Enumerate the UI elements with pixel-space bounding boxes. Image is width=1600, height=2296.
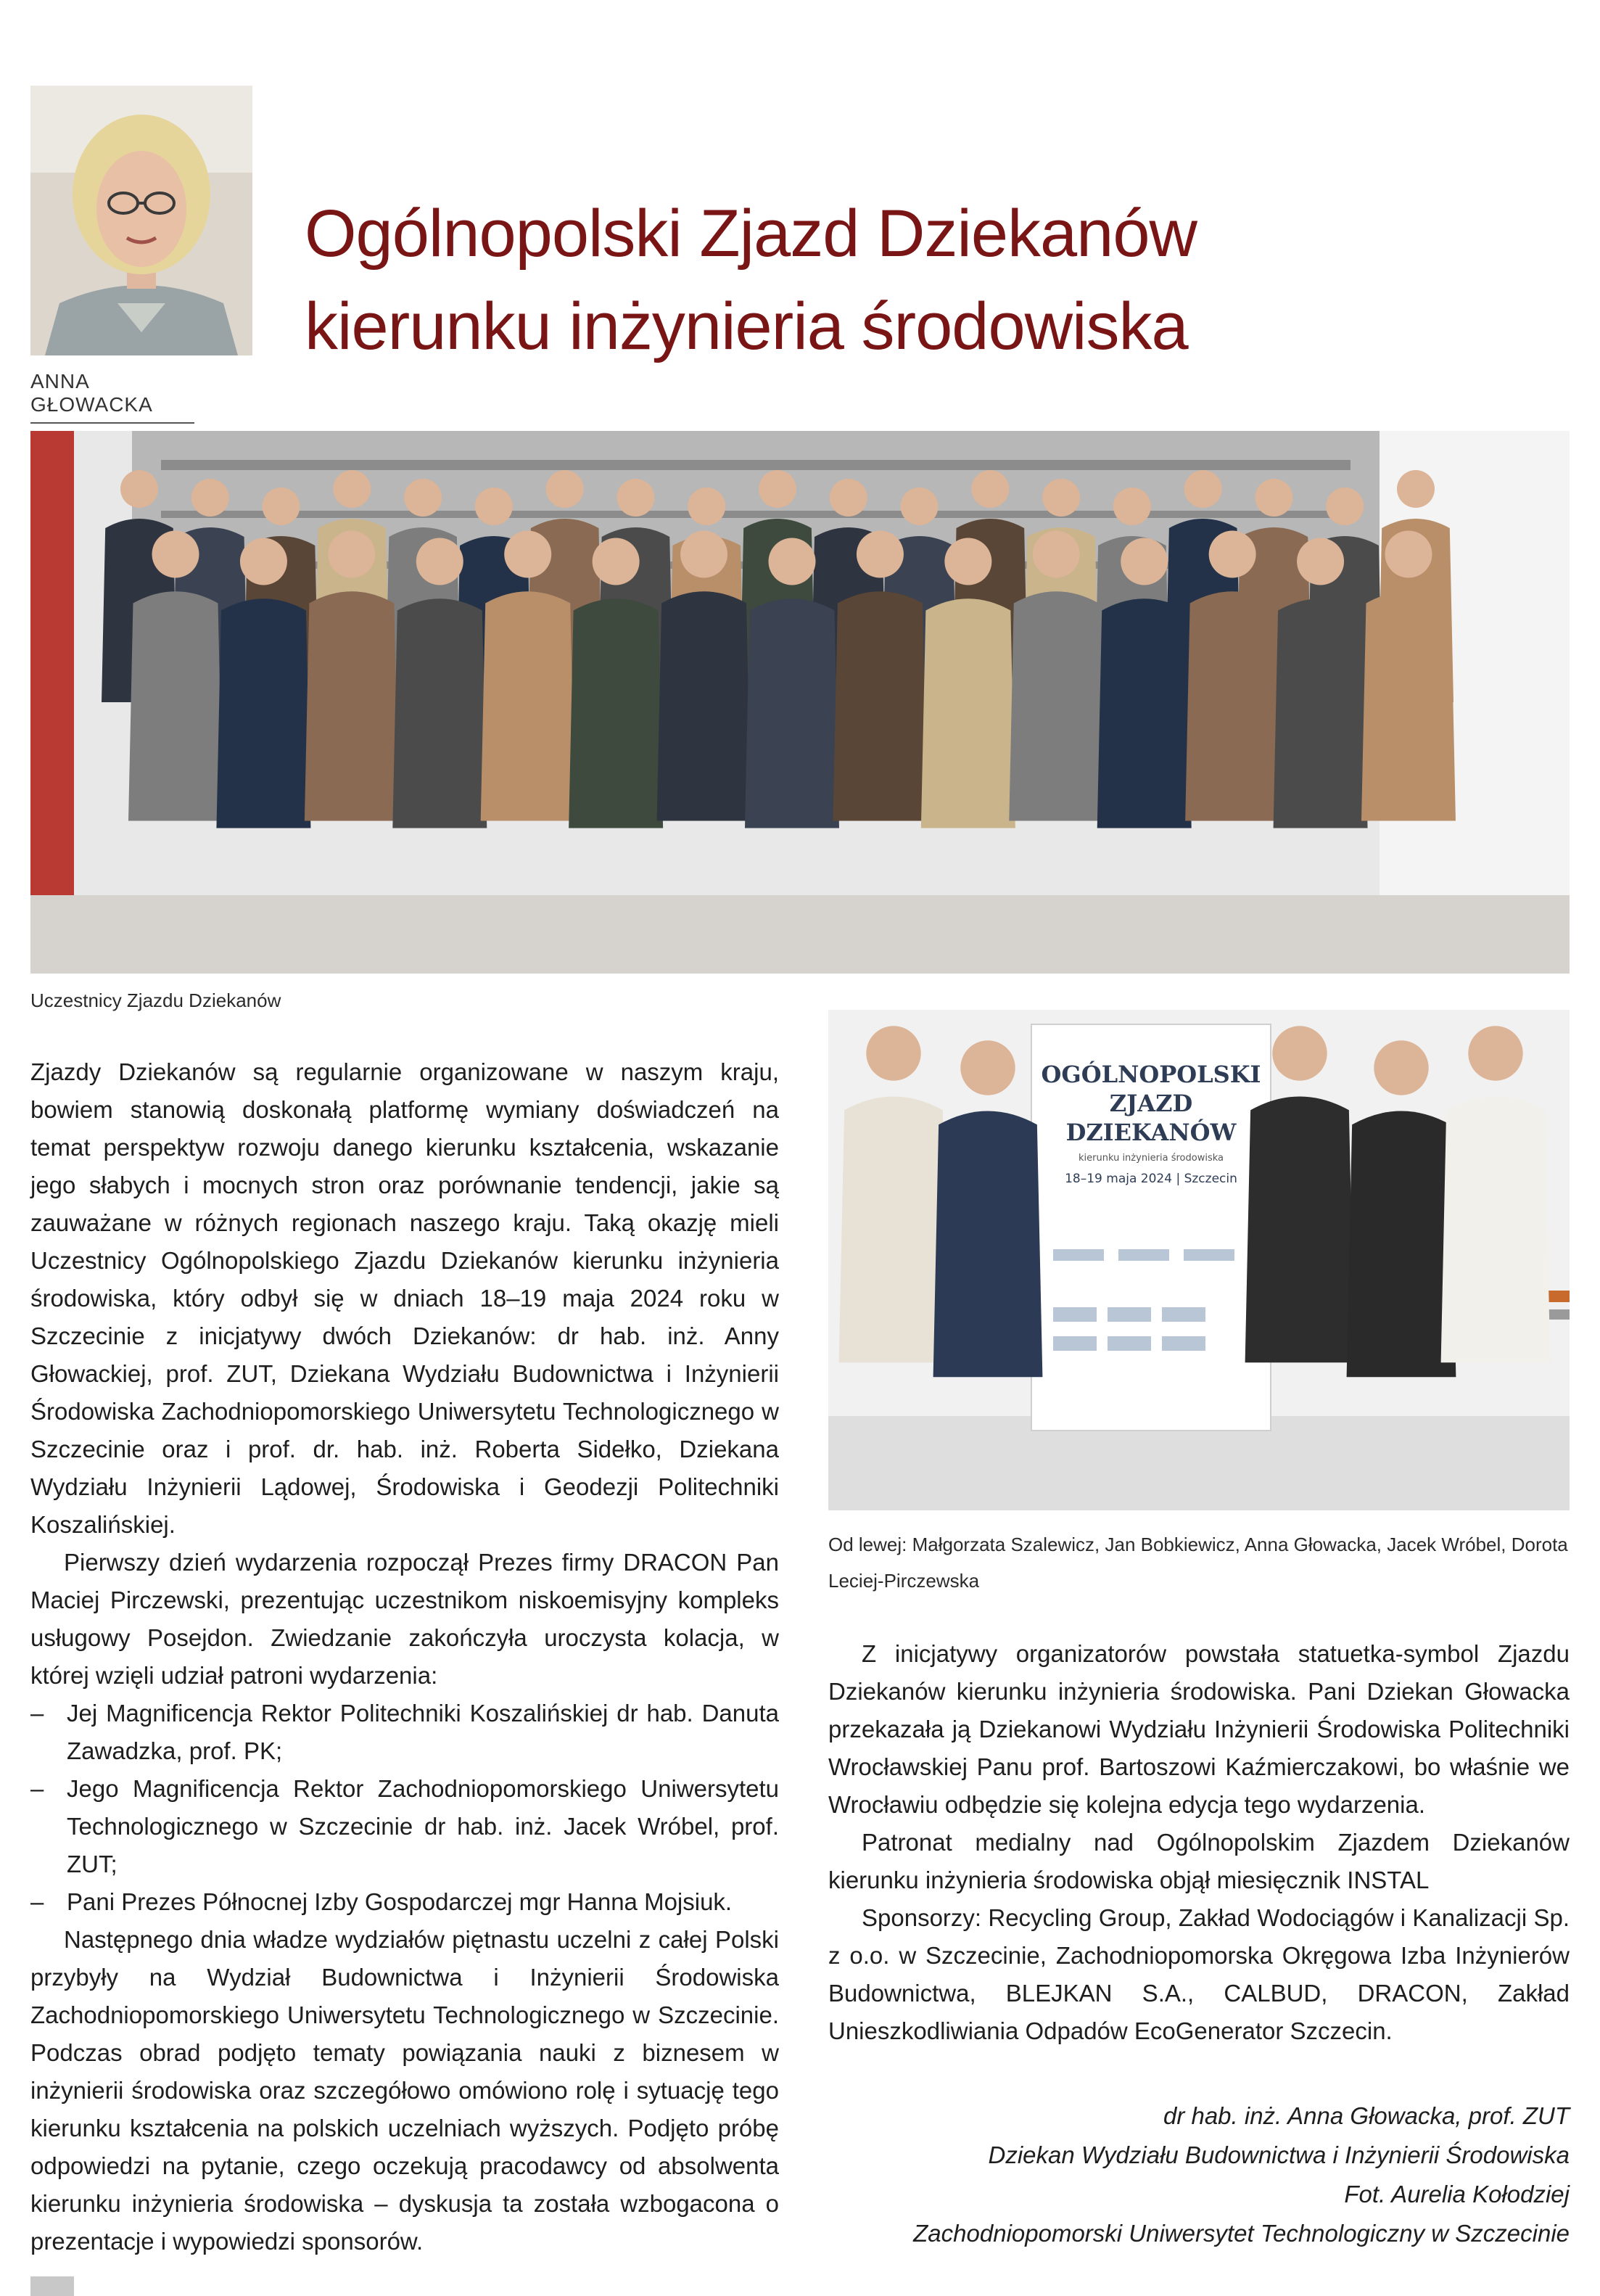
article-body-left (30, 1053, 779, 2260)
list-item (30, 1695, 779, 1770)
signature-author: dr hab. inż. Anna Głowacka, prof. ZUT (1163, 2102, 1570, 2129)
paragraph-3: Następnego dnia władze wydziałów piętnastu uczelni z całej Polski przybyły na Wydział Budownictwa i Inżynierii Środowiska Zachodniopomorskiego Uniwersytetu Technologicznego w Szczecinie. Podczas obrad podjęto tematy powiązania nauki z biznesem w inżynierii środowiska oraz szczegółowo omówiono rolę i sytuację tego kierunku kształcenia na polskich uczelniach wyższych. Podjęto próbę odpowiedzi na pytanie, czego oczekują pracodawcy od absolwenta kierunku inżynieria środowiska – dyskusja ta została wzbogacona o prezentacje i wypowiedzi sponsorów. (30, 1926, 779, 2255)
article-title-line-2: kierunku inżynieria środowiska (305, 289, 1188, 363)
paragraph-1: Zjazdy Dziekanów są regularnie organizowane w naszym kraju, bowiem stanowią doskonałą platformę wymiany doświadczeń na temat perspektyw rozwoju danego kierunku kształcenia, wskazanie jego słabych i mocnych stron oraz porównanie tendencji, jakie są zauważane w różnych regionach naszego kraju. Taką okazję mieli Uczestnicy Ogólnopolskiego Zjazdu Dziekanów kierunku inżynieria środowiska, który odbył się w dniach 18–19 maja 2024 roku w Szczecinie z inicjatywy dwóch Dziekanów: dr hab. inż. Anny Głowackiej, prof. ZUT, Dziekana Wydziału Budownictwa i Inżynierii Środowiska Zachodniopomorskiego Uniwersytetu Technologicznego w Szczecinie oraz i prof. dr. hab. inż. Roberta Sidełko, Dziekana Wydziału Inżynierii Lądowej, Środowiska i Geodezji Politechniki Koszalińskiej. (30, 1058, 779, 1538)
banner-line-3: DZIEKANÓW (1065, 1119, 1237, 1146)
article-title (305, 187, 1465, 373)
paragraph-2: Pierwszy dzień wydarzenia rozpoczął Prezes firmy DRACON Pan Maciej Pirczewski, prezentując uczestnikom niskoemisyjny kompleks usługowy Posejdon. Zwiedzanie zakończyła uroczysta kolacja, w której wzięli udział patroni wydarzenia: (30, 1549, 779, 1689)
signature-institution: Zachodniopomorski Uniwersytet Technologiczny w Szczecinie (913, 2220, 1570, 2247)
signature-block (828, 2097, 1570, 2253)
group-photo (30, 431, 1570, 974)
paragraph-4: Z inicjatywy organizatorów powstała statuetka-symbol Zjazdu Dziekanów kierunku inżynieria środowiska. Pani Dziekan Głowacka przekazała ją Dziekanowi Wydziału Inżynierii Środowiska Politechniki Wrocławskiej Panu prof. Bartoszowi Kaźmierczakowi, bo właśnie we Wrocławiu odbędzie się kolejna edycja tego wydarzenia. (828, 1640, 1570, 1818)
signature-position: Dziekan Wydziału Budownictwa i Inżynierii Środowiska (988, 2141, 1570, 2168)
list-item (30, 1883, 779, 1921)
author-portrait (30, 86, 252, 355)
list-item-text: Pani Prezes Północnej Izby Gospodarczej mgr Hanna Mojsiuk. (67, 1888, 733, 1915)
side-photo (828, 1010, 1570, 1510)
banner-line-4: kierunku inżynieria środowiska (1078, 1153, 1224, 1164)
banner-line-2: ZJAZD (1109, 1090, 1193, 1117)
banner-line-1: OGÓLNOPOLSKI (1041, 1061, 1261, 1088)
article-body-right (828, 1635, 1570, 2050)
page-number-mark (30, 2276, 74, 2296)
group-photo-image (30, 431, 1570, 974)
article-title-line-1: Ogólnopolski Zjazd Dziekanów (305, 197, 1197, 271)
group-photo-caption: Uczestnicy Zjazdu Dziekanów (30, 989, 281, 1011)
author-portrait-image (30, 86, 252, 355)
author-name: ANNA GŁOWACKA (30, 370, 194, 424)
list-dash: – (30, 1700, 44, 1727)
list-item (30, 1770, 779, 1883)
paragraph-6: Sponsorzy: Recycling Group, Zakład Wodociągów i Kanalizacji Sp. z o.o. w Szczecinie, Zachodniopomorska Okręgowa Izba Inżynierów Budownictwa, BLEJKAN S.A., CALBUD, DRACON, Zakład Unieszkodliwiania Odpadów EcoGenerator Szczecin. (828, 1904, 1570, 2044)
side-photo-caption: Od lewej: Małgorzata Szalewicz, Jan Bobkiewicz, Anna Głowacka, Jacek Wróbel, Dorota Leciej-Pirczewska (828, 1534, 1568, 1592)
list-dash: – (30, 1775, 44, 1802)
photo-credit: Fot. Aurelia Kołodziej (1344, 2181, 1570, 2207)
banner-line-5: 18–19 maja 2024 | Szczecin (1065, 1172, 1237, 1186)
list-item-text: Jej Magnificencja Rektor Politechniki Koszalińskiej dr hab. Danuta Zawadzka, prof. PK; (67, 1700, 779, 1764)
list-dash: – (30, 1888, 44, 1915)
list-item-text: Jego Magnificencja Rektor Zachodniopomorskiego Uniwersytetu Technologicznego w Szczecinie dr hab. inż. Jacek Wróbel, prof. ZUT; (67, 1775, 779, 1877)
paragraph-5: Patronat medialny nad Ogólnopolskim Zjazdem Dziekanów kierunku inżynieria środowiska objął miesięcznik INSTAL (828, 1829, 1570, 1893)
side-photo-image (828, 1010, 1570, 1510)
